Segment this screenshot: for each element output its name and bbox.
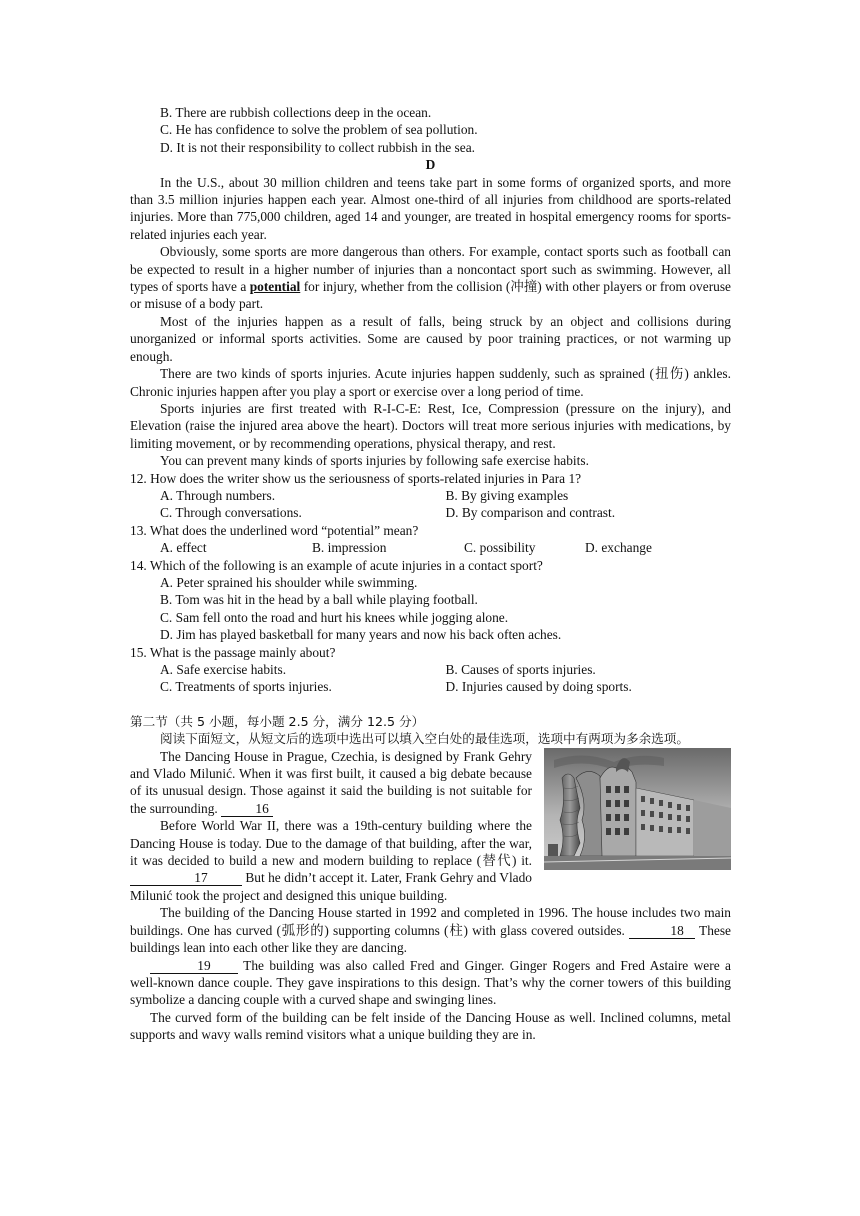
- dancing-house-para-4: 19 The building was also called Fred and Ginger. Ginger Rogers and Fred Astaire were a well-known dance couple. They gave inspirations to this design. That’s why the corner towers of this building symbolize a dancing couple with a curved shape and swinging lines.: [130, 957, 731, 1008]
- passage-d-para-6: You can prevent many kinds of sports injuries by following safe exercise habits.: [160, 453, 589, 469]
- section-2-instructions: 阅读下面短文，从短文后的选项中选出可以填入空白处的最佳选项，选项中有两项为多余选项。: [160, 731, 689, 747]
- q12-option-b: B. By giving examples: [445, 487, 569, 503]
- dancing-house-para-5: The curved form of the building can be felt inside of the Dancing House as well. Inclined columns, metal supports and wavy walls remind visitors what a unique building they are in.: [130, 1009, 731, 1043]
- option-b-prev: B. There are rubbish collections deep in the ocean.: [160, 105, 432, 120]
- dancing-house-para-1: The Dancing House in Prague, Czechia, is designed by Frank Gehry and Vlado Milunić. When it was first built, it caused a big debate because of its unusual design. Those against it said the building is not suitable for the surrounding. 16: [130, 748, 532, 816]
- q15-option-b: B. Causes of sports injuries.: [445, 662, 596, 677]
- passage-d-para-2: Obviously, some sports are more dangerous than others. For example, contact sports such as football can be expected to result in a higher number of injuries than a noncontact sport such as swimming. However, all types of sports have a potential for injury, whether from the collision (冲撞) with other players or from overuse or misuse of a body part.: [130, 244, 732, 312]
- q15-option-c: C. Treatments of sports injuries.: [160, 679, 332, 695]
- q14-option-a: A. Peter sprained his shoulder while swimming.: [160, 574, 418, 590]
- passage-d-heading: D: [425, 157, 436, 173]
- q13-option-a: A. effect: [160, 540, 207, 556]
- q15-option-d: D. Injuries caused by doing sports.: [445, 679, 632, 695]
- q14-option-c: C. Sam fell onto the road and hurt his knees while jogging alone.: [160, 609, 509, 625]
- q13-option-d: D. exchange: [585, 540, 652, 556]
- question-15-stem: 15. What is the passage mainly about?: [130, 644, 336, 660]
- dancing-house-para-2: Before World War II, there was a 19th-century building where the Dancing House is today. Due to the damage of that building, after the war, it was decided to build a new and modern building to replace (替代) it. 17 But he didn’t accept it. Later, Frank Gehry and Vlado Milunić took the project and designed this unique building.: [130, 818, 532, 903]
- question-12-stem: 12. How does the writer show us the seriousness of sports-related injuries in Para 1?: [130, 470, 582, 486]
- blank-16: 16: [221, 802, 273, 817]
- blank-17: 17: [130, 871, 242, 886]
- question-15-options-row-1: [130, 661, 731, 678]
- spacer: [130, 696, 731, 713]
- question-15-options-row-2: [130, 678, 731, 695]
- q14-option-d: D. Jim has played basketball for many years and now his back often aches.: [160, 627, 562, 643]
- q13-option-c: C. possibility: [464, 540, 536, 556]
- q14-option-b: B. Tom was hit in the head by a ball while playing football.: [160, 592, 478, 608]
- page-content: [130, 104, 731, 1044]
- q13-option-b: B. impression: [312, 540, 387, 556]
- dancing-house-photo: [544, 748, 731, 870]
- passage-d-para-3: Most of the injuries happen as a result of falls, being struck by an object and collisions during unorganized or informal sports activities. Some are caused by poor training practices, or not warming up enough.: [130, 313, 731, 364]
- q12-option-a: A. Through numbers.: [160, 487, 276, 503]
- q15-option-a: A. Safe exercise habits.: [160, 662, 287, 677]
- dancing-house-para-3: The building of the Dancing House started in 1992 and completed in 1996. The house includes two main buildings. One has curved (弧形的) supporting columns (柱) with glass covered outsides. 18 These buildings lean into each other like they are dancing.: [130, 905, 731, 956]
- question-13-stem: 13. What does the underlined word “potential” mean?: [130, 522, 419, 538]
- question-14-stem: 14. Which of the following is an example of acute injuries in a contact sport?: [130, 557, 543, 573]
- q12-option-d: D. By comparison and contrast.: [445, 505, 616, 521]
- option-d-prev: D. It is not their responsibility to collect rubbish in the sea.: [160, 139, 476, 155]
- passage-d-para-5: Sports injuries are first treated with R-I-C-E: Rest, Ice, Compression (pressure on the injury), and Elevation (raise the injured area above the heart). Doctors will treat more serious injuries with medications, by limiting movement, or by recommending operations, physical therapy, and rest.: [130, 400, 731, 451]
- question-13-options: [130, 539, 731, 556]
- option-c-prev: C. He has confidence to solve the problem of sea pollution.: [160, 122, 478, 138]
- q12-option-c: C. Through conversations.: [160, 505, 302, 521]
- section-2-header: 第二节（共 5 小题，每小题 2.5 分，满分 12.5 分）: [130, 713, 425, 729]
- question-12-options-row-1: [130, 487, 731, 504]
- question-12-options-row-2: [130, 504, 731, 521]
- underlined-word-potential: potential: [249, 279, 301, 295]
- passage-d-para-4: There are two kinds of sports injuries. Acute injuries happen suddenly, such as sprained (扭伤) ankles. Chronic injuries happen after you play a sport or exercise over a long period of time.: [130, 366, 731, 399]
- blank-19: 19: [150, 959, 238, 974]
- blank-18: 18: [629, 924, 695, 939]
- passage-d-para-1: In the U.S., about 30 million children and teens take part in some forms of organized sports, and more than 3.5 million injuries happen each year. Almost one-third of all injuries from childhood are sports-related injuries. More than 775,000 children, aged 14 and younger, are treated in hospital emergency rooms for sports-related injuries each year.: [130, 174, 731, 242]
- dancing-house-image: [544, 748, 731, 870]
